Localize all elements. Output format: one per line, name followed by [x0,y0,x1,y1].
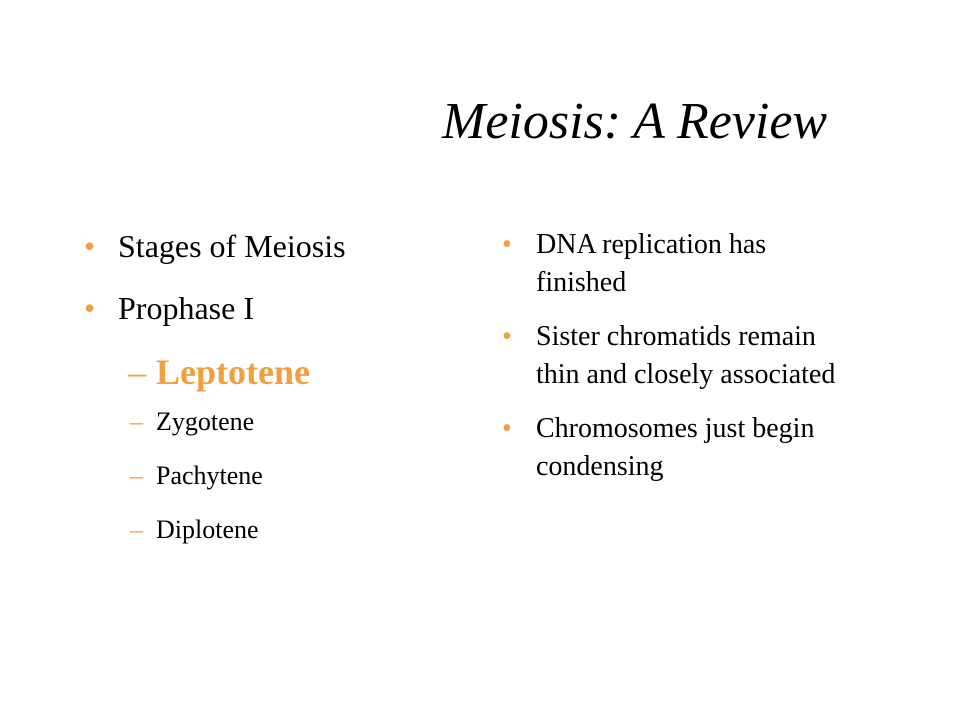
sub-bullet-zygotene [84,406,464,438]
right-bullet-sister-chromatids [500,318,840,394]
left-bullet-prophase [84,288,464,328]
left-bullet-text: Stages of Meiosis [118,228,346,264]
right-bullet-text: Chromosomes just begin condensing [536,413,815,482]
right-bullet-text: DNA replication has finished [536,229,767,298]
dash-icon: – [130,461,143,490]
right-bullet-dna-replication [500,226,840,302]
slide-title: Meiosis: A Review [442,93,828,150]
bullet-icon: • [502,413,512,444]
left-bullet-stages [84,226,464,266]
right-bullet-text: Sister chromatids remain thin and closely associated [536,321,836,390]
bullet-icon: • [502,229,512,260]
right-bullet-chromosomes [500,410,840,486]
dash-icon: – [128,352,146,392]
sub-bullet-diplotene [84,514,464,546]
sub-bullet-pachytene [84,460,464,492]
sub-bullet-leptotene [84,350,464,394]
dash-icon: – [130,515,143,544]
sub-bullet-text: Diplotene [156,515,259,544]
left-column [84,226,464,568]
sub-bullet-text: Zygotene [156,407,255,436]
dash-icon: – [130,407,143,436]
sub-bullet-text: Pachytene [156,461,263,490]
right-column [500,226,840,502]
left-bullet-text: Prophase I [118,290,254,326]
bullet-icon: • [84,290,96,326]
sub-bullet-text: Leptotene [156,352,310,392]
bullet-icon: • [84,228,96,264]
bullet-icon: • [502,321,512,352]
